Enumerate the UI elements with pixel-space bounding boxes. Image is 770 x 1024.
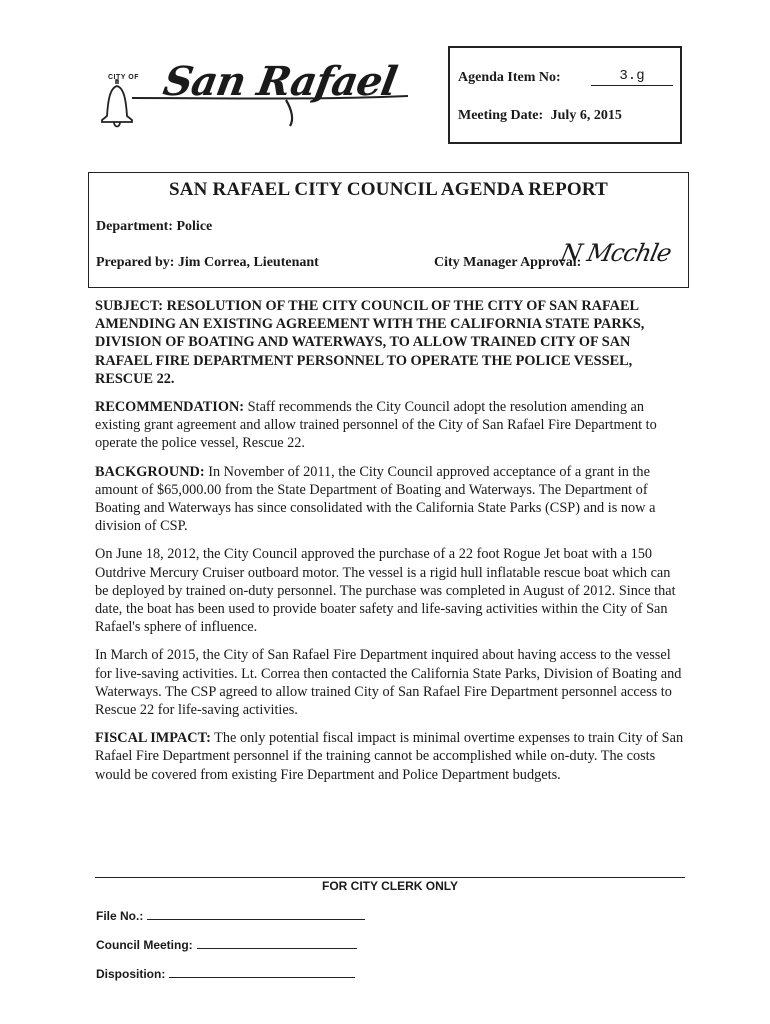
council-meeting-line	[197, 938, 357, 949]
disposition-field	[96, 967, 355, 981]
agenda-item-value: 3.g	[591, 68, 673, 86]
meeting-date-row	[458, 108, 622, 124]
agenda-info-box	[448, 46, 682, 144]
file-no-label: File No.:	[96, 909, 144, 923]
fiscal-impact-label: FISCAL IMPACT:	[95, 730, 211, 747]
clerk-section-title: FOR CITY CLERK ONLY	[321, 879, 458, 893]
prepared-by-row	[96, 255, 319, 271]
subject-paragraph: SUBJECT: RESOLUTION OF THE CITY COUNCIL OF THE CITY OF SAN RAFAEL AMENDING AN EXISTING AGREEMENT WITH THE CALIFORNIA STATE PARKS, DIVISION OF BOATING AND WATERWAYS, TO ALLOW TRAINED CITY OF SAN RAFAEL FIRE DEPARTMENT PERSONNEL TO OPERATE THE POLICE VESSEL, RESCUE 22.	[95, 298, 645, 387]
department-value: Police	[176, 219, 213, 234]
background-label: BACKGROUND:	[95, 463, 205, 480]
file-no-line	[147, 909, 365, 920]
department-label: Department:	[96, 219, 173, 234]
background-paragraph	[95, 463, 687, 536]
file-no-field	[96, 909, 365, 923]
prepared-by-value: Jim Correa, Lieutenant	[177, 255, 319, 270]
recommendation-text: Staff recommends the City Council adopt the resolution amending an existing grant agreement and allow trained personnel of the City of San Rafael Fire Department to operate the police vessel, Rescue 22.	[95, 399, 657, 452]
meeting-date-value: July 6, 2015	[550, 108, 622, 123]
prepared-by-label: Prepared by:	[96, 255, 175, 270]
report-header-box	[88, 172, 689, 288]
report-title: SAN RAFAEL CITY COUNCIL AGENDA REPORT	[168, 179, 609, 200]
access-paragraph: In March of 2015, the City of San Rafael Fire Department inquired about having access to the vessel for live-saving activities. Lt. Correa then contacted the California State Parks, Division of Boating and Waterways. The CSP agreed to allow trained City of San Rafael Fire Department personnel access to Rescue 22 for life-saving activities.	[95, 647, 682, 719]
report-body	[95, 297, 687, 794]
disposition-label: Disposition:	[96, 967, 166, 981]
purchase-paragraph: On June 18, 2012, the City Council approved the purchase of a 22 foot Rogue Jet boat with a 150 Outdrive Mercury Cruiser outboard motor. The vessel is a rigid hull inflatable rescue boat which can be deployed by trained on-duty personnel. The purchase was completed in August of 2012. Since that date, the boat has been used to provide boater safety and life-saving activities within the City of San Rafael's sphere of influence.	[95, 546, 676, 636]
agenda-item-label: Agenda Item No:	[458, 70, 561, 85]
city-manager-approval-label: City Manager Approval:	[434, 255, 582, 270]
fiscal-impact-paragraph	[95, 729, 687, 784]
background-text: In November of 2011, the City Council approved acceptance of a grant in the amount of $65,000.00 from the State Department of Boating and Waterways. The Department of Boating and Waterways has since consolidated with the California State Parks (CSP) and is now a division of CSP.	[95, 463, 656, 535]
logo-script-name: San Rafael	[159, 58, 400, 105]
council-meeting-label: Council Meeting:	[96, 938, 193, 952]
department-row	[96, 219, 212, 235]
recommendation-label: RECOMMENDATION:	[95, 399, 245, 416]
council-meeting-field	[96, 938, 357, 952]
fiscal-impact-text: The only potential fiscal impact is minimal overtime expenses to train City of San Rafael Fire Department personnel if the training cannot be accomplished while on-duty. The costs would be covered from existing Fire Department and Police Department budgets.	[95, 730, 684, 783]
logo-city-of: CITY OF	[108, 74, 139, 81]
recommendation-paragraph	[95, 398, 687, 453]
clerk-divider	[95, 877, 685, 878]
city-logo	[96, 44, 426, 144]
disposition-line	[169, 967, 355, 978]
approval-signature: N Mcchle	[558, 239, 674, 267]
meeting-date-label: Meeting Date:	[458, 108, 544, 123]
